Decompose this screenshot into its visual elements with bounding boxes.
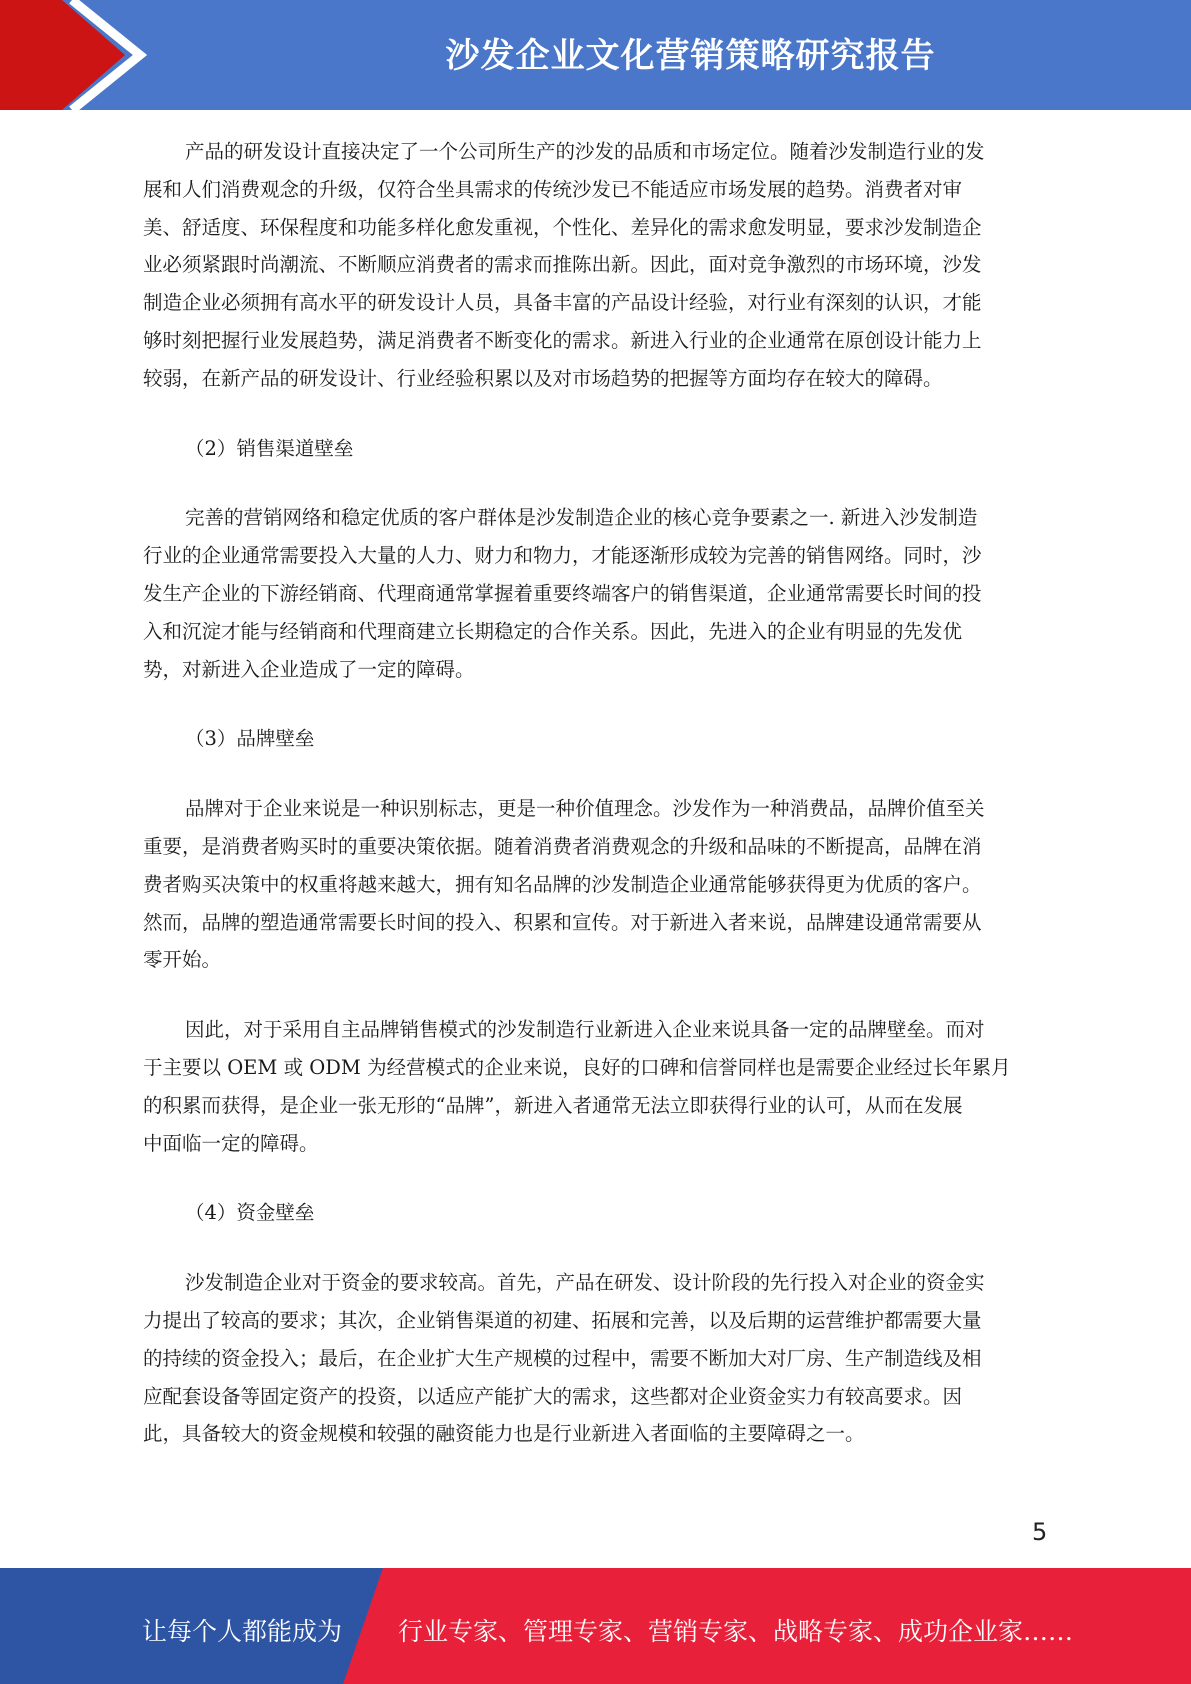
text-line: 行业的企业通常需要投入大量的人力、财力和物力，才能逐渐形成较为完善的销售网络。同时，沙 xyxy=(143,544,982,568)
text-line: 费者购买决策中的权重将越来越大，拥有知名品牌的沙发制造企业通常能够获得更为优质的客户。 xyxy=(143,872,982,896)
text-line: 沙发制造企业对于资金的要求较高。首先，产品在研发、设计阶段的先行投入对企业的资金实 xyxy=(185,1271,985,1295)
text-line: 然而，品牌的塑造通常需要长时间的投入、积累和宣传。对于新进入者来说，品牌建设通常需要从 xyxy=(143,910,982,934)
text-line: 品牌对于企业来说是一种识别标志，更是一种价值理念。沙发作为一种消费品，品牌价值至关 xyxy=(185,797,985,821)
paragraph-capital xyxy=(143,1264,1046,1453)
text-line: 力提出了较高的要求；其次，企业销售渠道的初建、拓展和完善，以及后期的运营维护都需要大量 xyxy=(143,1308,982,1332)
document-title: 沙发企业文化营销策略研究报告 xyxy=(445,36,936,76)
text-line: 完善的营销网络和稳定优质的客户群体是沙发制造企业的核心竞争要素之一. 新进入沙发制造 xyxy=(185,506,978,530)
text-line: 因此，对于采用自主品牌销售模式的沙发制造行业新进入企业来说具备一定的品牌壁垒。而对 xyxy=(185,1018,985,1042)
text-line: 的积累而获得，是企业一张无形的“品牌”，新进入者通常无法立即获得行业的认可，从而在发展 xyxy=(143,1093,963,1117)
text-line: 应配套设备等固定资产的投资，以适应产能扩大的需求，这些都对企业资金实力有较高要求。因 xyxy=(143,1384,963,1408)
paragraph-sales-channel xyxy=(143,499,1046,688)
text-line: 此，具备较大的资金规模和较强的融资能力也是行业新进入者面临的主要障碍之一。 xyxy=(143,1422,865,1446)
section-heading-brand: （3）品牌壁垒 xyxy=(185,727,315,751)
text-line: 势，对新进入企业造成了一定的障碍。 xyxy=(143,657,475,681)
text-line: 入和沉淀才能与经销商和代理商建立长期稳定的合作关系。因此，先进入的企业有明显的先发优 xyxy=(143,619,963,643)
text-line: 的持续的资金投入；最后，在企业扩大生产规模的过程中，需要不断加大对厂房、生产制造线及相 xyxy=(143,1346,982,1370)
header-arrow-decoration xyxy=(0,0,160,110)
text-line: 美、舒适度、环保程度和功能多样化愈发重视，个性化、差异化的需求愈发明显，要求沙发制造企 xyxy=(143,215,982,239)
document-body xyxy=(143,133,1046,1453)
paragraph-design-barrier xyxy=(143,133,1046,398)
paragraph-brand xyxy=(143,790,1046,979)
text-line: 业必须紧跟时尚潮流、不断顺应消费者的需求而推陈出新。因此，面对竞争激烈的市场环境，沙发 xyxy=(143,253,982,277)
page-number: 5 xyxy=(1032,1518,1048,1546)
text-line: 中面临一定的障碍。 xyxy=(143,1131,319,1155)
text-line: 够时刻把握行业发展趋势，满足消费者不断变化的需求。新进入行业的企业通常在原创设计能力上 xyxy=(143,328,982,352)
paragraph-brand-oem xyxy=(143,1011,1046,1162)
text-line: 展和人们消费观念的升级，仅符合坐具需求的传统沙发已不能适应市场发展的趋势。消费者对审 xyxy=(143,177,963,201)
text-line: 重要，是消费者购买时的重要决策依据。随着消费者消费观念的升级和品味的不断提高，品牌在消 xyxy=(143,834,982,858)
text-line: 较弱，在新产品的研发设计、行业经验积累以及对市场趋势的把握等方面均存在较大的障碍。 xyxy=(143,366,943,390)
text-line: 零开始。 xyxy=(143,948,222,972)
footer-slogan-left: 让每个人都能成为 xyxy=(142,1617,343,1646)
text-line: 制造企业必须拥有高水平的研发设计人员，具备丰富的产品设计经验，对行业有深刻的认识，才能 xyxy=(143,291,982,315)
page-footer xyxy=(0,1568,1191,1684)
section-heading-capital: （4）资金壁垒 xyxy=(185,1201,315,1225)
page-header xyxy=(0,0,1191,110)
text-line: 产品的研发设计直接决定了一个公司所生产的沙发的品质和市场定位。随着沙发制造行业的发 xyxy=(185,140,985,163)
footer-slogan-right: 行业专家、管理专家、营销专家、战略专家、成功企业家…… xyxy=(398,1617,1074,1646)
text-line: 于主要以 OEM 或 ODM 为经营模式的企业来说，良好的口碑和信誉同样也是需要企业经过长年累月 xyxy=(143,1055,1011,1079)
section-heading-sales-channel: （2）销售渠道壁垒 xyxy=(185,436,354,460)
text-line: 发生产企业的下游经销商、代理商通常掌握着重要终端客户的销售渠道，企业通常需要长时间的投 xyxy=(143,581,982,605)
